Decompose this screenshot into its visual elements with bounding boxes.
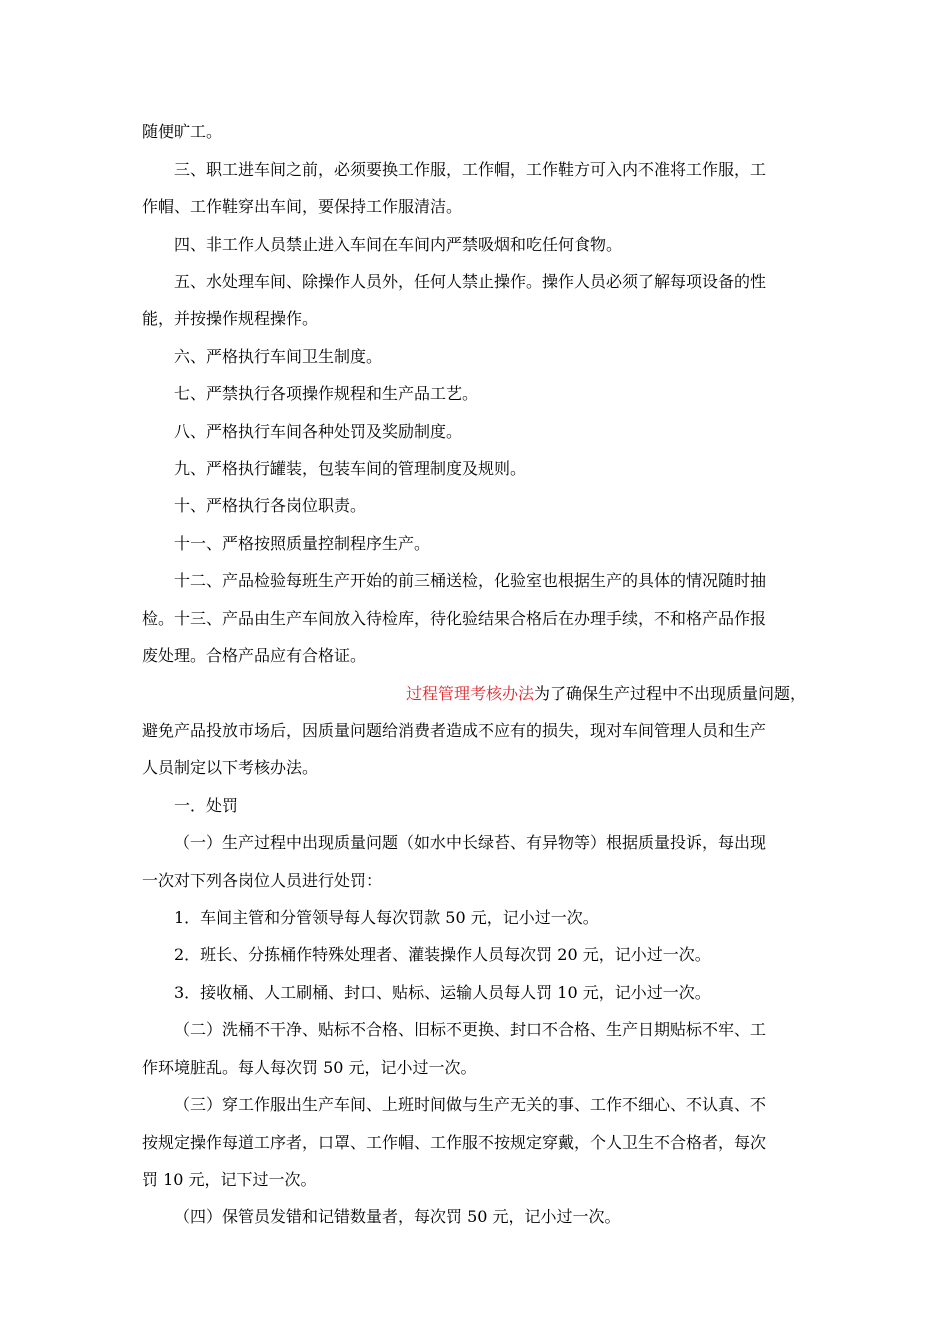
paragraph-line: 作帽、工作鞋穿出车间，要保持工作服清洁。 <box>142 197 463 216</box>
paragraph-line: 废处理。合格产品应有合格证。 <box>142 646 367 665</box>
paragraph-text: 为了确保生产过程中不出现质量问题， <box>534 684 807 703</box>
paragraph-line: （三）穿工作服出生产车间、上班时间做与生产无关的事、工作不细心、不认真、不 <box>174 1095 767 1114</box>
paragraph-line: 八、严格执行车间各种处罚及奖励制度。 <box>174 422 463 441</box>
paragraph-line: 能，并按操作规程操作。 <box>142 309 319 328</box>
paragraph-line: 十一、严格按照质量控制程序生产。 <box>174 534 431 553</box>
paragraph-line: （一）生产过程中出现质量问题（如水中长绿苔、有异物等）根据质量投诉，每出现 <box>174 833 767 852</box>
paragraph-line: 检。十三、产品由生产车间放入待检库，待化验结果合格后在办理手续，不和格产品作报 <box>142 609 767 628</box>
paragraph-line: 十二、产品检验每班生产开始的前三桶送检，化验室也根据生产的具体的情况随时抽 <box>174 571 767 590</box>
paragraph-line: 四、非工作人员禁止进入车间在车间内严禁吸烟和吃任何食物。 <box>174 235 623 254</box>
paragraph-line: 1．车间主管和分管领导每人每次罚款 50 元，记小过一次。 <box>174 908 599 927</box>
section-heading: 过程管理考核办法 <box>406 684 535 703</box>
paragraph-line: 按规定操作每道工序者，口罩、工作帽、工作服不按规定穿戴，个人卫生不合格者，每次 <box>142 1133 767 1152</box>
paragraph-line: 一．处罚 <box>174 796 239 815</box>
paragraph-line: 随便旷工。 <box>142 122 223 141</box>
paragraph-line: 人员制定以下考核办法。 <box>142 758 319 777</box>
paragraph-line: 罚 10 元，记下过一次。 <box>142 1170 317 1189</box>
paragraph-line: 一次对下列各岗位人员进行处罚： <box>142 871 383 890</box>
paragraph-line: 作环境脏乱。每人每次罚 50 元，记小过一次。 <box>142 1058 477 1077</box>
paragraph-line: 三、职工进车间之前，必须要换工作服，工作帽，工作鞋方可入内不准将工作服，工 <box>174 160 767 179</box>
paragraph-line: （二）洗桶不干净、贴标不合格、旧标不更换、封口不合格、生产日期贴标不牢、工 <box>174 1020 767 1039</box>
paragraph-line: 2．班长、分拣桶作特殊处理者、灌装操作人员每次罚 20 元，记小过一次。 <box>174 945 711 964</box>
section-heading-line <box>406 684 806 704</box>
paragraph-line: 十、严格执行各岗位职责。 <box>174 496 367 515</box>
paragraph-line: 3．接收桶、人工刷桶、封口、贴标、运输人员每人罚 10 元，记小过一次。 <box>174 983 711 1002</box>
paragraph-line: （四）保管员发错和记错数量者，每次罚 50 元，记小过一次。 <box>174 1207 621 1226</box>
paragraph-line: 六、严格执行车间卫生制度。 <box>174 347 383 366</box>
paragraph-line: 七、严禁执行各项操作规程和生产品工艺。 <box>174 384 479 403</box>
paragraph-line: 五、水处理车间、除操作人员外，任何人禁止操作。操作人员必须了解每项设备的性 <box>174 272 767 291</box>
paragraph-line: 九、严格执行罐装，包装车间的管理制度及规则。 <box>174 459 527 478</box>
paragraph-line: 避免产品投放市场后，因质量问题给消费者造成不应有的损失，现对车间管理人员和生产 <box>142 721 767 740</box>
